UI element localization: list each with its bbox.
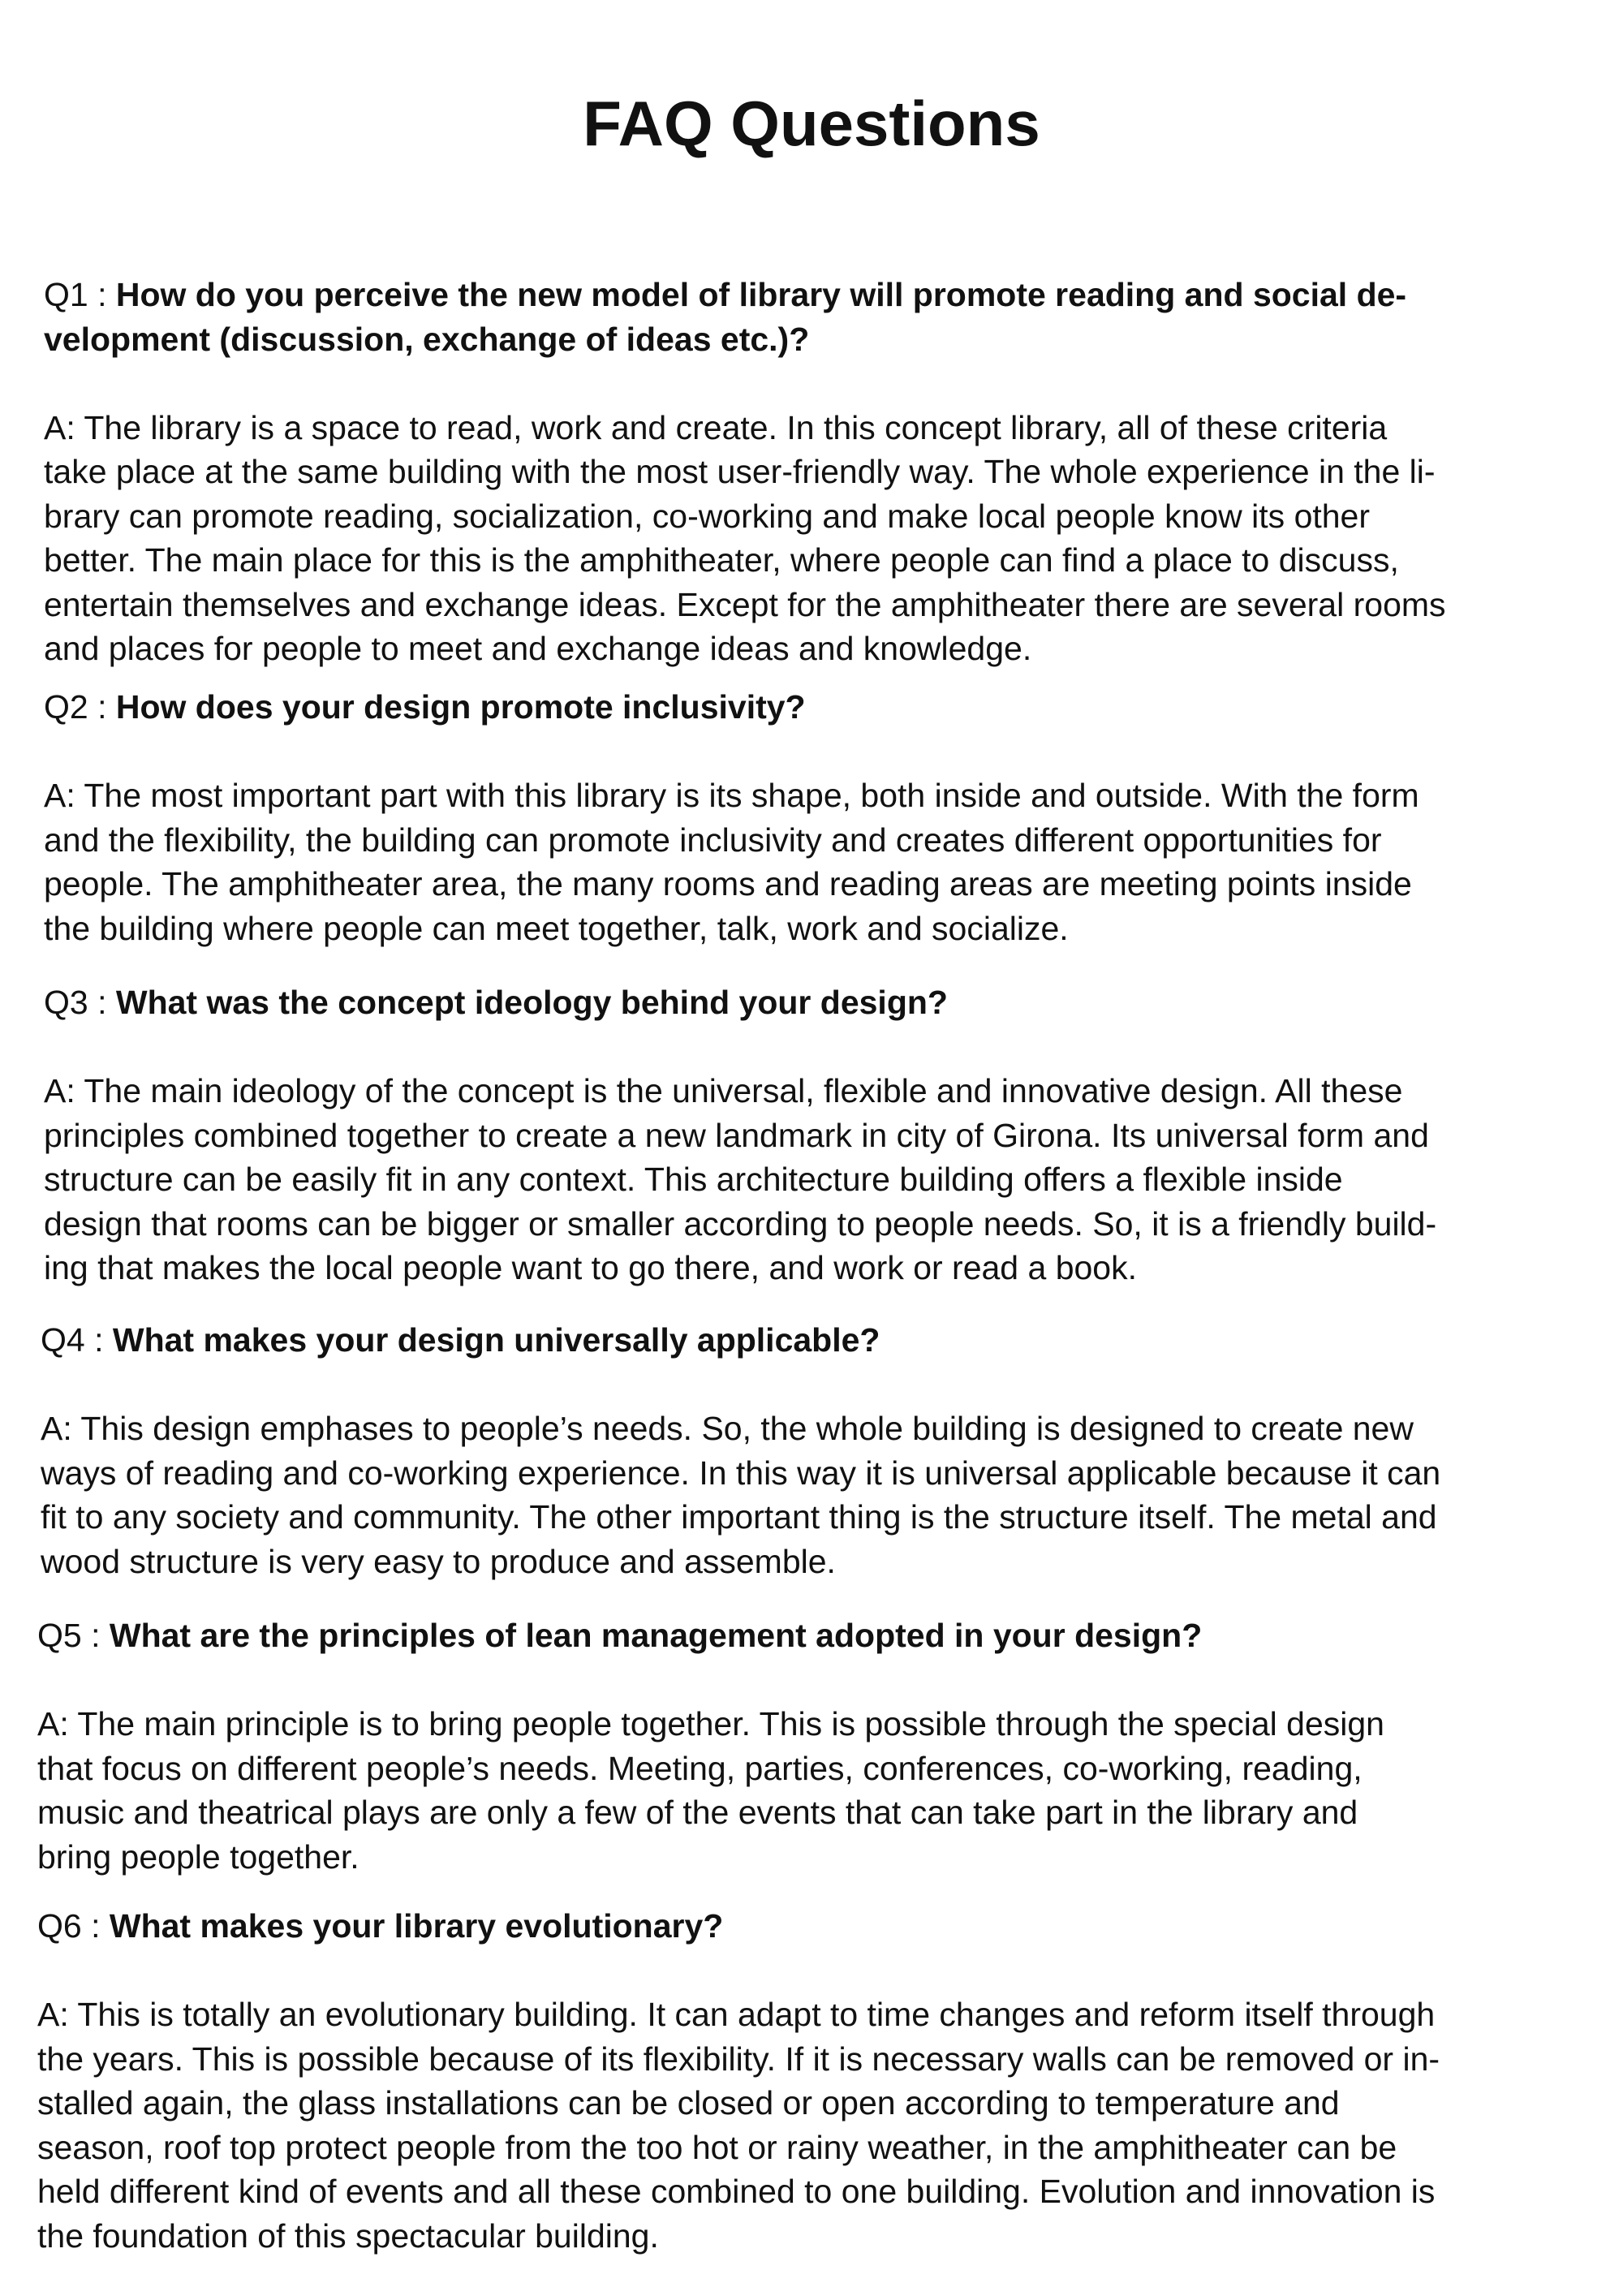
- page-title: FAQ Questions: [583, 88, 1040, 159]
- question-number: Q1 :: [44, 276, 116, 313]
- answer-text: A: This design emphases to people’s needs. So, the whole building is designed to create new ways of reading and co-working experience. In this way it is universal applicable because it can fit to any society and community. The other important thing is the structure itself. The metal and wood structure is very easy to produce and assemble.: [41, 1410, 1441, 1580]
- faq-item-q1: [44, 273, 1602, 671]
- faq-item-q6: [37, 1904, 1595, 2258]
- question-number: Q6 :: [37, 1907, 110, 1945]
- answer-text: A: The library is a space to read, work and create. In this concept library, all of these criteria take place at the same building with the most user-friendly way. The whole experience in the li- brary can promote reading, socialization, co-working and make local people know its other better. The main place for this is the amphitheater, where people can find a place to discuss, entertain themselves and exchange ideas. Except for the amphitheater there are several rooms and places for people to meet and exchange ideas and knowledge.: [44, 408, 1446, 667]
- question-line: [41, 1318, 1599, 1363]
- question-line: [44, 685, 1602, 730]
- answer-text: A: The most important part with this library is its shape, both inside and outside. With the form and the flexibility, the building can promote inclusivity and creates different opportunities for people. The amphitheater area, the many rooms and reading areas are meeting points inside the building where people can meet together, talk, work and socialize.: [44, 777, 1419, 947]
- question-number: Q2 :: [44, 688, 116, 726]
- question-text: What makes your design universally applicable?: [112, 1321, 880, 1359]
- faq-item-q2: [44, 685, 1602, 950]
- question-number: Q3 :: [44, 984, 116, 1021]
- answer-text: A: The main principle is to bring people together. This is possible through the special design that focus on different people’s needs. Meeting, parties, conferences, co-working, reading, music and theatrical plays are only a few of the events that can take part in the library and bring people together.: [37, 1705, 1384, 1876]
- question-number: Q5 :: [37, 1617, 110, 1654]
- answer-text: A: The main ideology of the concept is the universal, flexible and innovative design. All these principles combined together to create a new landmark in city of Girona. Its universal form and structure can be easily fit in any context. This architecture building offers a flexible inside design that rooms can be bigger or smaller according to people needs. So, it is a friendly build- ing that makes the local people want to go there, and work or read a book.: [44, 1072, 1437, 1286]
- question-line: [44, 980, 1602, 1025]
- answer-text: A: This is totally an evolutionary building. It can adapt to time changes and reform itself through the years. This is possible because of its flexibility. If it is necessary walls can be removed or in- stalled again, the glass installations can be closed or open according to temperature and season, roof top protect people from the too hot or rainy weather, in the amphitheater can be held different kind of events and all these combined to one building. Evolution and innovation is the foundation of this spectacular building.: [37, 1996, 1440, 2255]
- faq-item-q3: [44, 980, 1602, 1290]
- faq-item-q5: [37, 1613, 1595, 1879]
- question-text: What makes your library evolutionary?: [109, 1907, 724, 1945]
- question-line: [37, 1904, 1595, 1949]
- question-text: How do you perceive the new model of library will promote reading and social de- velopment (discussion, exchange of ideas etc.)?: [44, 276, 1407, 358]
- question-text: How does your design promote inclusivity?: [115, 688, 806, 726]
- question-line: [37, 1613, 1595, 1658]
- question-number: Q4 :: [41, 1321, 113, 1359]
- question-line: [44, 273, 1602, 361]
- question-text: What was the concept ideology behind your design?: [115, 984, 948, 1021]
- question-text: What are the principles of lean management adopted in your design?: [109, 1617, 1203, 1654]
- faq-item-q4: [41, 1318, 1599, 1583]
